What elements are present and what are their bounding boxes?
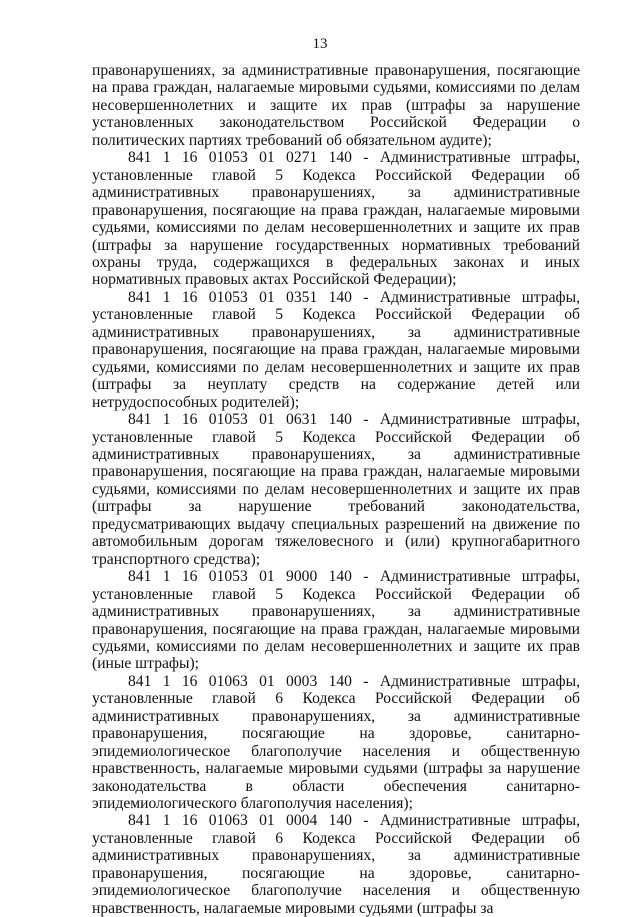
paragraph-code-0004: 841 1 16 01063 01 0004 140 - Административные штрафы, установленные главой 6 Кодекса Российской Федерации об административных правонарушениях, за административные правонарушения, посягающие на здоровье, санитарно-эпидемиологическое благополучие населения и общественную нравственность, налагаемые мировыми судьями (штрафы за xyxy=(92,812,580,917)
paragraph-code-0631: 841 1 16 01053 01 0631 140 - Административные штрафы, установленные главой 5 Кодекса Российской Федерации об административных правонарушениях, за административные правонарушения, посягающие на права граждан, налагаемые мировыми судьями, комиссиями по делам несовершеннолетних и защите их прав (штрафы за нарушение требований законодательства, предусматривающих выдачу специальных разрешений на движение по автомобильным дорогам тяжеловесного и (или) крупногабаритного транспортного средства); xyxy=(92,411,580,568)
paragraph-continuation: правонарушениях, за административные правонарушения, посягающие на права граждан, налагаемые мировыми судьями, комиссиями по делам несовершеннолетних и защите их прав (штрафы за нарушение установленных законодательством Российской Федерации о политических партиях требований об обязательном аудите); xyxy=(92,62,580,149)
paragraph-code-0003: 841 1 16 01063 01 0003 140 - Административные штрафы, установленные главой 6 Кодекса Российской Федерации об административных правонарушениях, за административные правонарушения, посягающие на здоровье, санитарно-эпидемиологическое благополучие населения и общественную нравственность, налагаемые мировыми судьями (штрафы за нарушение законодательства в области обеспечения санитарно-эпидемиологического благополучия населения); xyxy=(92,672,580,813)
document-body xyxy=(92,62,580,917)
page-number: 13 xyxy=(312,36,328,52)
paragraph-code-0351: 841 1 16 01053 01 0351 140 - Административные штрафы, установленные главой 5 Кодекса Российской Федерации об административных правонарушениях, за административные правонарушения, посягающие на права граждан, налагаемые мировыми судьями, комиссиями по делам несовершеннолетних и защите их прав (штрафы за неуплату средств на содержание детей или нетрудоспособных родителей); xyxy=(92,288,580,411)
paragraph-code-0271: 841 1 16 01053 01 0271 140 - Административные штрафы, установленные главой 5 Кодекса Российской Федерации об административных правонарушениях, за административные правонарушения, посягающие на права граждан, налагаемые мировыми судьями, комиссиями по делам несовершеннолетних и защите их прав (штрафы за нарушение государственных нормативных требований охраны труда, содержащихся в федеральных законах и иных нормативных правовых актах Российской Федерации); xyxy=(92,149,580,289)
paragraph-code-9000: 841 1 16 01053 01 9000 140 - Административные штрафы, установленные главой 5 Кодекса Российской Федерации об административных правонарушениях, за административные правонарушения, посягающие на права граждан, налагаемые мировыми судьями, комиссиями по делам несовершеннолетних и защите их прав (иные штрафы); xyxy=(92,568,580,673)
